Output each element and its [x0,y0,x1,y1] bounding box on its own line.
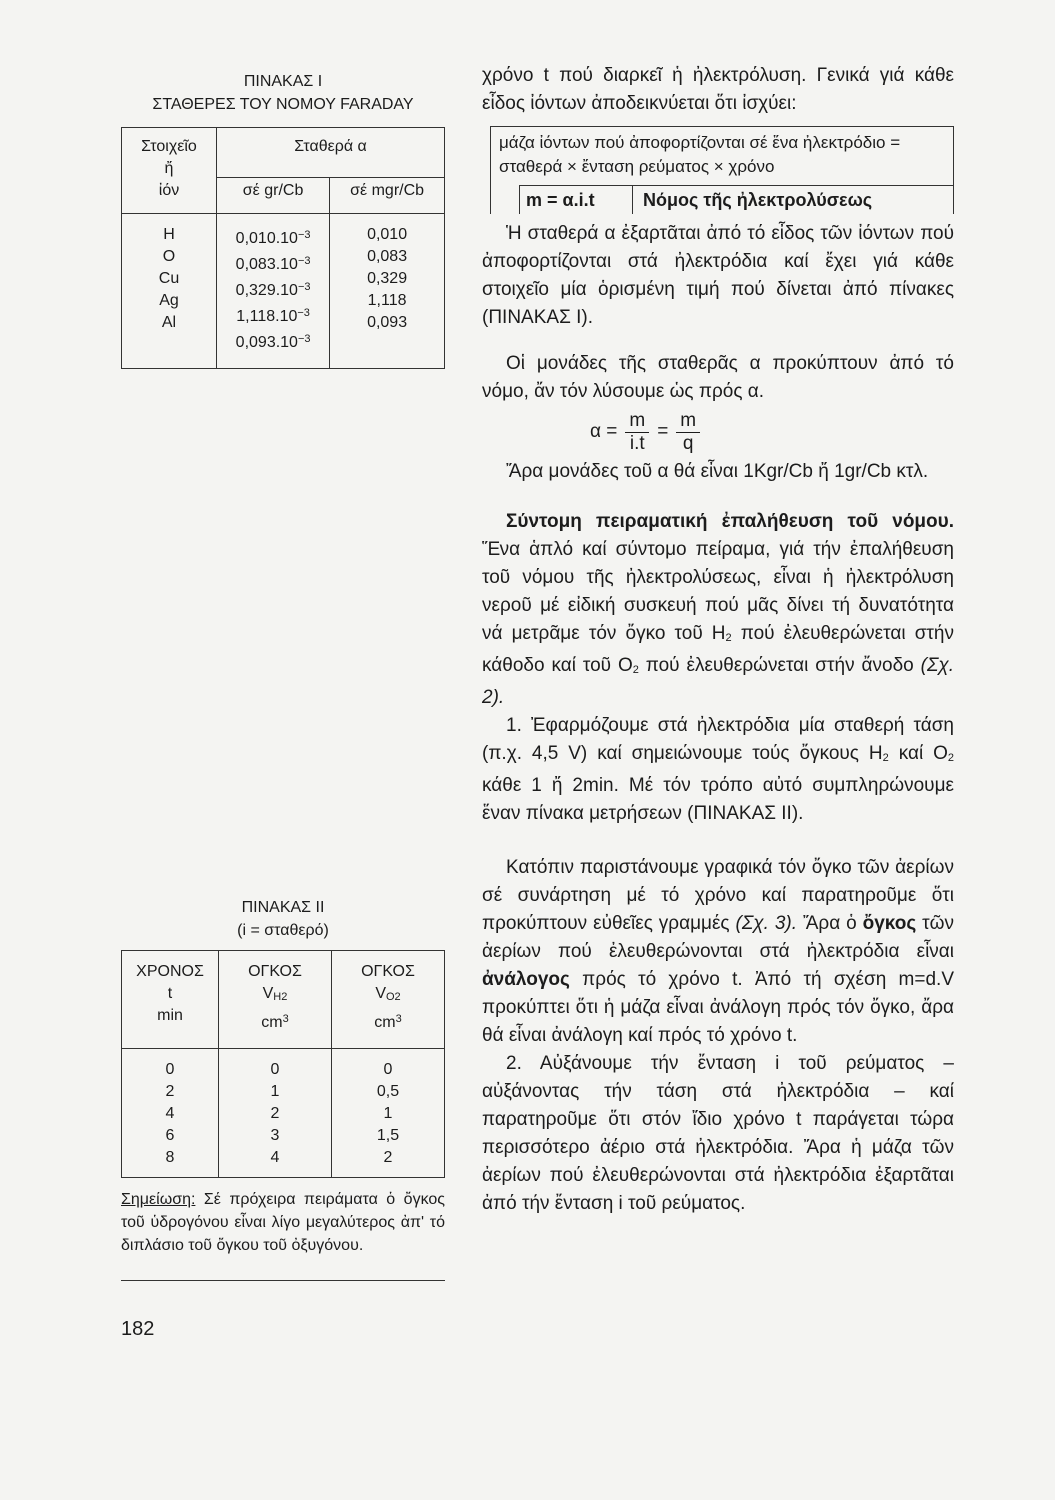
table1-gr-cell: $1,118.10^{-3}$ [236,307,310,325]
table1-header-gr: σέ gr/Cb [217,178,330,214]
table1-body-row [122,214,445,369]
table1-gr-column [217,214,330,369]
table2-title [121,896,445,942]
table1-title-line1: ΠΙΝΑΚΑΣ Ι [243,73,323,90]
paragraph-graph: Κατόπιν παριστάνουμε γραφικά τόν ὄγκο τῶν ἀερίων σέ συνάρτηση μέ τό χρόνο καί παρατηροῦμε ὅτι προκύπτουν εὐθεῖες γραμμές (Σχ. 3). Ἄρα ὁ ὄγκος τῶν ἀερίων πού ἐλευθερώνονται στά ἠλεκτρόδια εἶναι ἀνάλογος πρός τό χρόνο t. Ἀπό τή σχέση m=d.V προκύπτει ὅτι ἡ μάζα εἶναι ἀνάλογη πρός τόν ὄγκο, ἄρα θά εἶναι ἀνάλογη καί πρός τό χρόνο t. [482,857,955,1046]
paragraph-intro: χρόνο t πού διαρκεῖ ἡ ἠλεκτρόλυση. Γενικά γιά κάθε εἶδος ἰόντων ἀποδεικνύεται ὅτι ἰσχύει: [482,65,954,114]
table1-element-cell: O [162,248,176,265]
note-divider [121,1280,445,1281]
table2-note [121,1188,445,1257]
table1-header-constant: Σταθερά α [217,128,445,178]
table1-header-element: Στοιχεῖο ἤ ἰόν [122,128,217,214]
table2-time-cell: 0 [165,1061,175,1078]
paragraph-step1: 1. Ἐφαρμόζουμε στά ἠλεκτρόδια μία σταθερή τάση (π.χ. 4,5 V) καί σημειώνουμε τούς ὄγκους $H_2$ καί $O_2$ κάθε 1 ἤ 2min. Μέ τόν τρόπο αὐτό συμπληρώνουμε ἕναν πίνακα μετρήσεων (ΠΙΝΑΚΑΣ ΙΙ). [482,715,955,824]
table2-vo2-cell: 2 [383,1149,393,1166]
table1-element-cell: Ag [159,292,179,309]
page-number: 182 [121,1318,155,1340]
table2-time-column [122,1049,219,1178]
table1-header-mgr: σέ mgr/Cb [330,178,445,214]
table2-vh2-cell: 3 [270,1127,280,1144]
table1-gr-cell: $0,093.10^{-3}$ [235,333,311,351]
table2-vo2-column [332,1049,445,1178]
table1-title-line2: ΣΤΑΘΕΡΕΣ ΤΟΥ ΝΟΜΟΥ FARADAY [152,96,414,113]
measurements-table [121,950,445,1178]
law-box-text: μάζα ἰόντων πού ἀποφορτίζονται σέ ἕνα ἠλεκτρόδιο = σταθερά × ἔνταση ρεύματος × χρόνο [499,133,901,176]
table2-header-row [122,951,445,1049]
paragraph-step2: 2. Αὐξάνουμε τήν ἔνταση i τοῦ ρεύματος – αὐξάνοντας τήν τάση στά ἠλεκτρόδια – καί παρατηροῦμε ὅτι στόν ἴδιο χρόνο t παράγεται τώρα περισσότερο ἀέριο στά ἠλεκτρόδια. Ἄρα ἡ μάζα τῶν ἀερίων πού ἐλευθερώνονται στά ἠλεκτρόδια ἐξαρτᾶται ἀπό τήν ἔνταση i τοῦ ρεύματος. [482,1053,954,1214]
table2-time-cell: 2 [165,1083,175,1100]
note-text: Σέ πρόχειρα πειράματα ὁ ὄγκος τοῦ ὑδρογόνου εἶναι λίγο μεγαλύτερος ἀπ' τό διπλάσιο τοῦ ὄγκου τοῦ ὀξυγόνου. [121,1191,445,1254]
table1-element-column [122,214,217,369]
table2-time-cell: 4 [165,1105,175,1122]
note-label: Σημείωση: [121,1191,196,1208]
table2-vh2-cell: 1 [270,1083,280,1100]
table1-mgr-cell: 0,093 [367,314,408,331]
table1-gr-cell: $0,083.10^{-3}$ [235,255,311,273]
table2-vo2-cell: 0,5 [376,1083,400,1100]
table1-mgr-cell: 1,118 [367,292,407,309]
table2-vo2-cell: 1,5 [376,1127,400,1144]
table1-gr-cell: $0,010.10^{-3}$ [235,229,311,247]
units-equation: α = $\frac{m}{i.t}$ = $\frac{m}{q}$ [590,406,954,458]
table1-mgr-column [330,214,445,369]
table1-title [121,70,445,116]
table1-mgr-cell: 0,010 [367,226,408,243]
right-column [482,62,954,1218]
table2-vh2-cell: 2 [270,1105,280,1122]
table2-header-time: ΧΡΟΝΟΣ t min [122,951,219,1049]
table2-title-line1: ΠΙΝΑΚΑΣ ΙΙ [241,899,325,916]
law-name: Νόμος τῆς ἠλεκτρολύσεως [643,190,873,210]
paragraph-experiment: Σύντομη πειραματική ἐπαλήθευση τοῦ νόμου. Ἕνα ἁπλό καί σύντομο πείραμα, γιά τήν ἐπαλήθευση τοῦ νόμου τῆς ἠλεκτρολύσεως, εἶναι ἡ ἠλεκτρόλυση νεροῦ μέ εἰδική συσκευή πού μᾶς δίνει τή δυνατότητα νά μετρᾶμε τόν ὄγκο τοῦ $H_2$ πού ἐλευθερώνεται στήν κάθοδο καί τοῦ $O_2$ πού ἐλευθερώνεται στήν ἄνοδο (Σχ. 2). [482,511,954,708]
table2-vo2-cell: 1 [383,1105,393,1122]
paragraph-units-conclusion: Ἄρα μονάδες τοῦ α θά εἶναι 1Kgr/Cb ἤ 1gr/Cb κτλ. [506,461,929,482]
faraday-table [121,127,445,369]
fraction-m-q: $\frac{m}{q}$ [676,410,700,455]
table2-header-vh2: ΟΓΚΟΣ $V_{H2}$ $cm^3$ [219,951,332,1049]
table1-mgr-cell: 0,083 [367,248,408,265]
table2-vh2-cell: 0 [270,1061,280,1078]
table2-vh2-cell: 4 [270,1149,280,1166]
table1-element-cell: H [163,226,175,243]
paragraph-constant: Ἡ σταθερά α ἐξαρτᾶται ἀπό τό εἶδος τῶν ἰόντων πού ἀποφορτίζονται στά ἠλεκτρόδια καί ἔχει γιά κάθε στοιχεῖο μία ὁρισμένη τιμή πού δίνεται ἀπό πίνακες (ΠΙΝΑΚΑΣ Ι). [482,223,954,328]
paragraph-units: Οἱ μονάδες τῆς σταθερᾶς α προκύπτουν ἀπό τό νόμο, ἄν τόν λύσουμε ὡς πρός α. [482,353,954,402]
table2-vh2-column [219,1049,332,1178]
table1-gr-cell: $0,329.10^{-3}$ [235,281,311,299]
table2-time-cell: 6 [165,1127,175,1144]
table2-title-line2: (i = σταθερό) [237,922,329,939]
table2-header-vo2: ΟΓΚΟΣ $V_{O2}$ $cm^3$ [332,951,445,1049]
table2-time-cell: 8 [165,1149,175,1166]
law-formula: m = α.i.t [520,186,633,214]
table1-header-row [122,128,445,178]
law-box [490,126,954,214]
table1-element-cell: Al [161,314,177,331]
table2-vo2-cell: 0 [383,1061,393,1078]
law-formula-row [519,185,953,214]
table1-element-cell: Cu [158,270,180,287]
table2-body-row [122,1049,445,1178]
fraction-m-it: $\frac{m}{i.t}$ [625,410,649,455]
table1-mgr-cell: 0,329 [367,270,408,287]
